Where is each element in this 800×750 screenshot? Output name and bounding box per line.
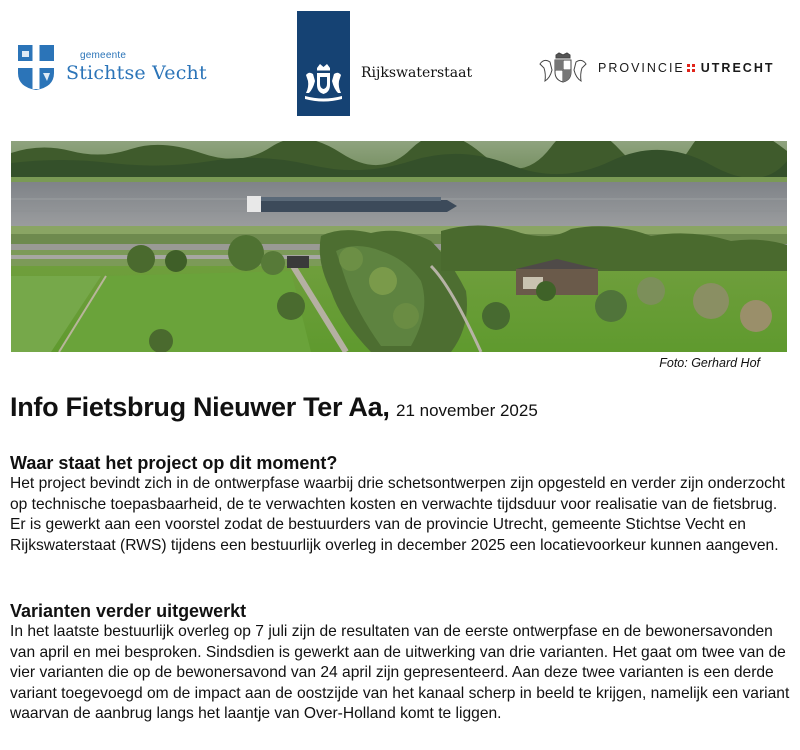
provincie-word: PROVINCIE (598, 61, 685, 75)
section-project-status (10, 452, 795, 556)
article-date: 21 november 2025 (396, 401, 538, 420)
rijkswaterstaat-name: Rijkswaterstaat (361, 65, 473, 81)
stichtse-vecht-shield-icon (16, 43, 56, 91)
rijkswaterstaat-logo (297, 11, 472, 116)
section-body: Het project bevindt zich in de ontwerpfase waarbij drie schetsontwerpen zijn opgesteld en verder zijn onderzocht op technische toepasbaarheid, de te verwachten kosten en verwachte tijdsduur voor realisatie van de fietsbrug. Er is gewerkt aan een voorstel zodat de bestuurders van de provincie Utrecht, gemeente Stichtse Vecht en Rijkswaterstaat (RWS) tijdens een bestuurlijk overleg in december 2025 een locatievoorkeur kunnen aangeven. (10, 475, 785, 554)
canal-aerial-illustration (11, 141, 787, 352)
section-heading: Waar staat het project op dit moment? (10, 453, 338, 473)
gemeente-label: gemeente (80, 50, 127, 61)
section-heading: Varianten verder uitgewerkt (10, 601, 247, 621)
gemeente-name: Stichtse Vecht (66, 62, 207, 84)
aerial-photo (11, 141, 787, 352)
page-title: Info Fietsbrug Nieuwer Ter Aa, (10, 392, 390, 422)
section-body: In het laatste bestuurlijk overleg op 7 juli zijn de resultaten van de eerste ontwerpfase en de bewonersavonden van april en mei besproken. Sindsdien is gewerkt aan de uitwerking van drie varianten. Het gaat om twee van de vier varianten die op de bewonersavond van 24 april zijn gepresenteerd. Aan deze twee varianten is een derde variant toegevoegd om de impact aan de oostzijde van het kanaal scherp in beeld te krijgen, namelijk een variant waarvan de aanbrug langs het laantje van Over-Holland komt te liggen. (10, 623, 790, 723)
utrecht-word: UTRECHT (700, 61, 775, 75)
provincie-utrecht-logo (536, 52, 774, 84)
article-title-line (10, 392, 538, 423)
utrecht-dots-icon (687, 64, 695, 72)
gemeente-stichtse-vecht-logo (16, 42, 207, 92)
rijksoverheid-block (297, 11, 350, 116)
provincie-wapen-icon (536, 52, 590, 84)
section-variants (10, 600, 795, 725)
logo-bar (0, 0, 800, 130)
rijkswapen-icon (297, 11, 350, 116)
photo-credit: Foto: Gerhard Hof (659, 356, 760, 370)
